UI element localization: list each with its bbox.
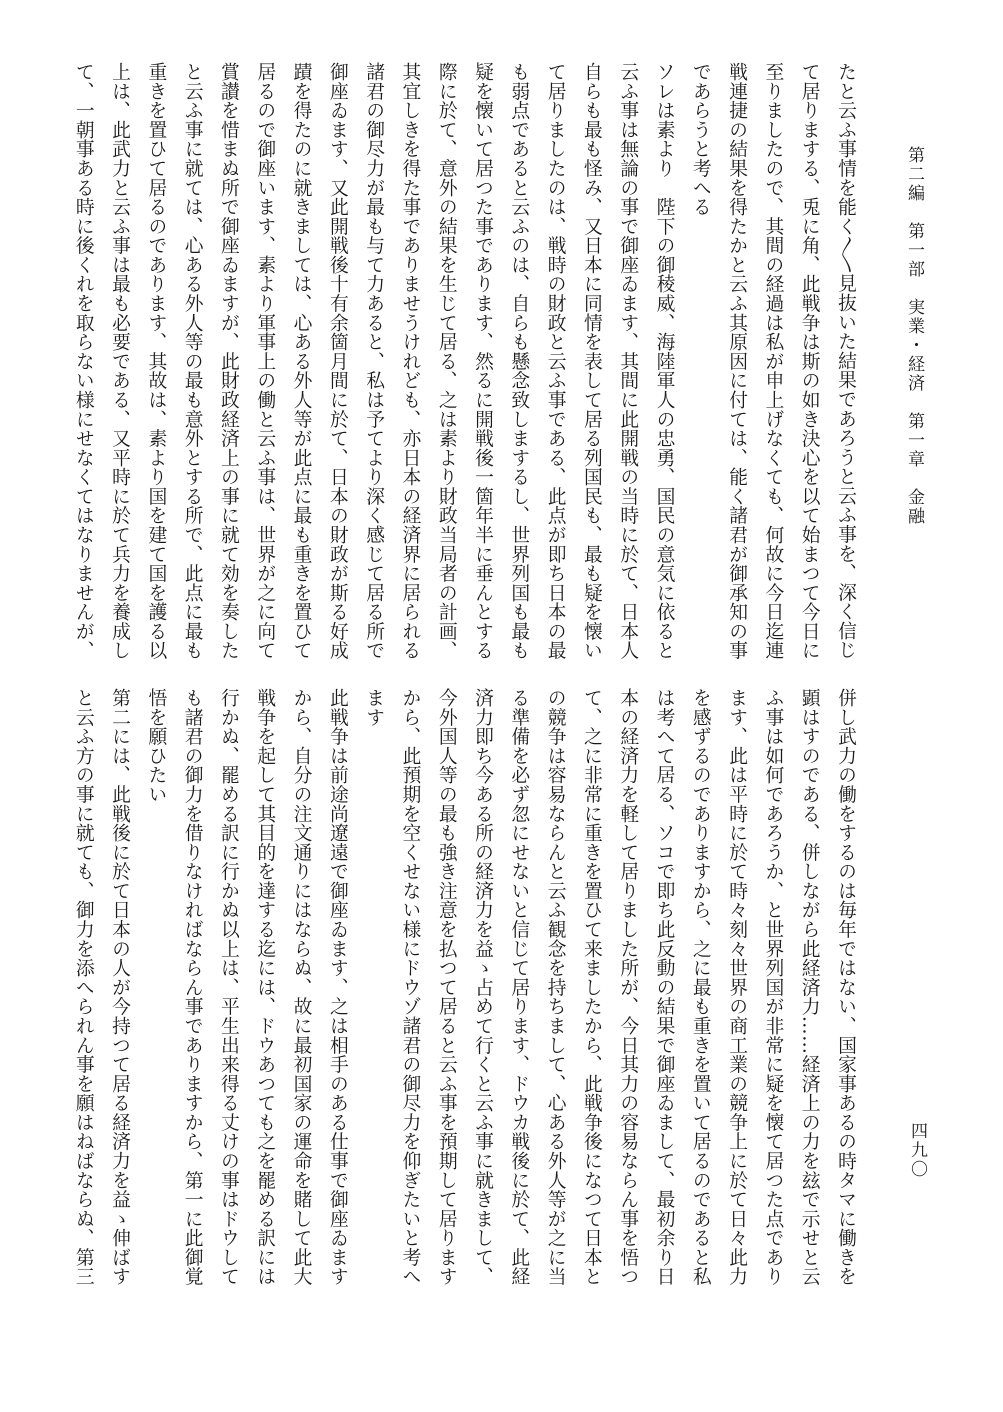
text-line: たと云ふ事情を能く〳〵見抜いた結果であろうと云ふ事を、深く信じ [835,62,856,660]
text-line: であらうと考へる [689,62,711,217]
text-line: 際に於て、意外の結果を生じて居る、之は素より財政当局者の計画、 [435,62,457,660]
text-line: 戦争を起して其目的を達する迄には、ドウあつても之を罷める訳には [254,688,276,1286]
text-line: 蹟を得たのに就きましては、心ある外人等が此点に最も重きを置ひて [290,62,312,660]
text-line: 其宜しきを得た事でありませうけれども、亦日本の経済界に居られる [399,62,421,660]
text-line: ます、此は平時に於て時々刻々世界の商工業の競争上に於て日々此力 [726,688,748,1286]
text-line: ふ事は如何であろうか、と世界列国が非常に疑を懐て居つた点であり [762,688,784,1286]
text-line: 云ふ事は無論の事で御座ゐます、其間に此開戦の当時に於て、日本人 [617,62,639,660]
running-header: 第二編 第一部 実業・経済 第一章 金融 [904,146,924,526]
text-line: 自らも最も怪み、又日本に同情を表して居る列国民も、最も疑を懐い [580,62,602,660]
text-line: 諸君の御尽力が最も与て力あると、私は予てより深く感じて居る所で [363,62,385,660]
text-line: ソレは素より 陛下の御稜威、海陸軍人の忠勇、国民の意気に依ると [653,62,675,660]
text-line: と云ふ方の事に就ても、御力を添へられん事を願はねばならぬ、第三 [72,688,94,1286]
text-line: を感ずるのでありますから、之に最も重きを置いて居るのであると私 [689,688,711,1286]
text-line: 行かぬ、罷める訳に行かぬ以上は、平生出来得る丈けの事はドウして [217,688,239,1286]
upper-text-block [72,62,863,660]
lower-text-block [72,688,863,1356]
text-line: 賞讃を惜まぬ所で御座ゐますが、此財政経済上の事に就て効を奏した [217,62,239,660]
text-line: 本の経済力を軽して居りました所が、今日其力の容易ならん事を悟つ [617,688,639,1286]
text-line: ます [363,688,385,727]
text-line: 今外国人等の最も強き注意を払つて居ると云ふ事を預期して居ります [435,688,457,1286]
text-line: も諸君の御力を借りなければならん事でありますから、第一に此御覚 [181,688,203,1286]
text-line: 第二には、此戦後に於て日本の人が今持つて居る経済力を益ゝ伸ばす [109,688,131,1286]
text-line: 悟を願ひたい [145,688,167,804]
text-line: て、一朝事ある時に後くれを取らない様にせなくてはなりませんが、 [72,62,94,660]
page-number: 四九〇 [907,1122,927,1179]
text-line: 済力即ち今ある所の経済力を益ゝ占めて行くと云ふ事に就きまして、 [472,688,494,1286]
text-line: る準備を必ず忽にせないと信じて居ります、ドウカ戦後に於て、此経 [508,688,530,1286]
text-line: 疑を懐いて居つた事であります、然るに開戦後一箇年半に垂んとする [472,62,494,660]
text-line: も弱点であると云ふのは、自らも懸念致しまするし、世界列国も最も [508,62,530,660]
text-line: て居りましたのは、戦時の財政と云ふ事である、此点が即ち日本の最 [544,62,566,660]
text-line: 戦連捷の結果を得たかと云ふ其原因に付ては、能く諸君が御承知の事 [726,62,748,660]
text-line: 御座ゐます、又此開戦後十有余箇月間に於て、日本の財政が斯る好成 [326,62,348,660]
text-line: から、自分の注文通りにはならぬ、故に最初国家の運命を賭して此大 [290,688,312,1286]
text-line: と云ふ事に就ては、心ある外人等の最も意外とする所で、此点に最も [181,62,203,660]
text-line: は考へて居る、ソコで即ち此反動の結果で御座ゐまして、最初余り日 [653,688,675,1286]
text-line: 上は、此武力と云ふ事は最も必要である、又平時に於て兵力を養成し [109,62,131,660]
text-line: て居りまする、兎に角、此戦争は斯の如き決心を以て始まつて今日に [798,62,820,660]
text-line: から、此預期を空くせない様にドウゾ諸君の御尽力を仰ぎたいと考へ [399,688,421,1286]
text-line: の競争は容易ならんと云ふ観念を持ちまして、心ある外人等が之に当 [544,688,566,1286]
text-line: 重きを置ひて居るのであります、其故は、素より国を建て国を護る以 [145,62,167,660]
text-line: 居るので御座います、素より軍事上の働と云ふ事は、世界が之に向て [254,62,276,660]
text-line: て、之に非常に重きを置ひて来ましたから、此戦争後になつて日本と [580,688,602,1286]
text-line: 此戦争は前途尚遼遠で御座ゐます、之は相手のある仕事で御座ゐます [326,688,348,1286]
text-line: 至りましたので、其間の経過は私が申上げなくても、何故に今日迄連 [762,62,784,660]
text-line: 顕はすのである、併しながら此経済力……経済上の力を玆で示せと云 [798,688,820,1286]
text-line: 併し武力の働をするのは毎年ではない、国家事あるの時タマに働きを [835,688,856,1286]
